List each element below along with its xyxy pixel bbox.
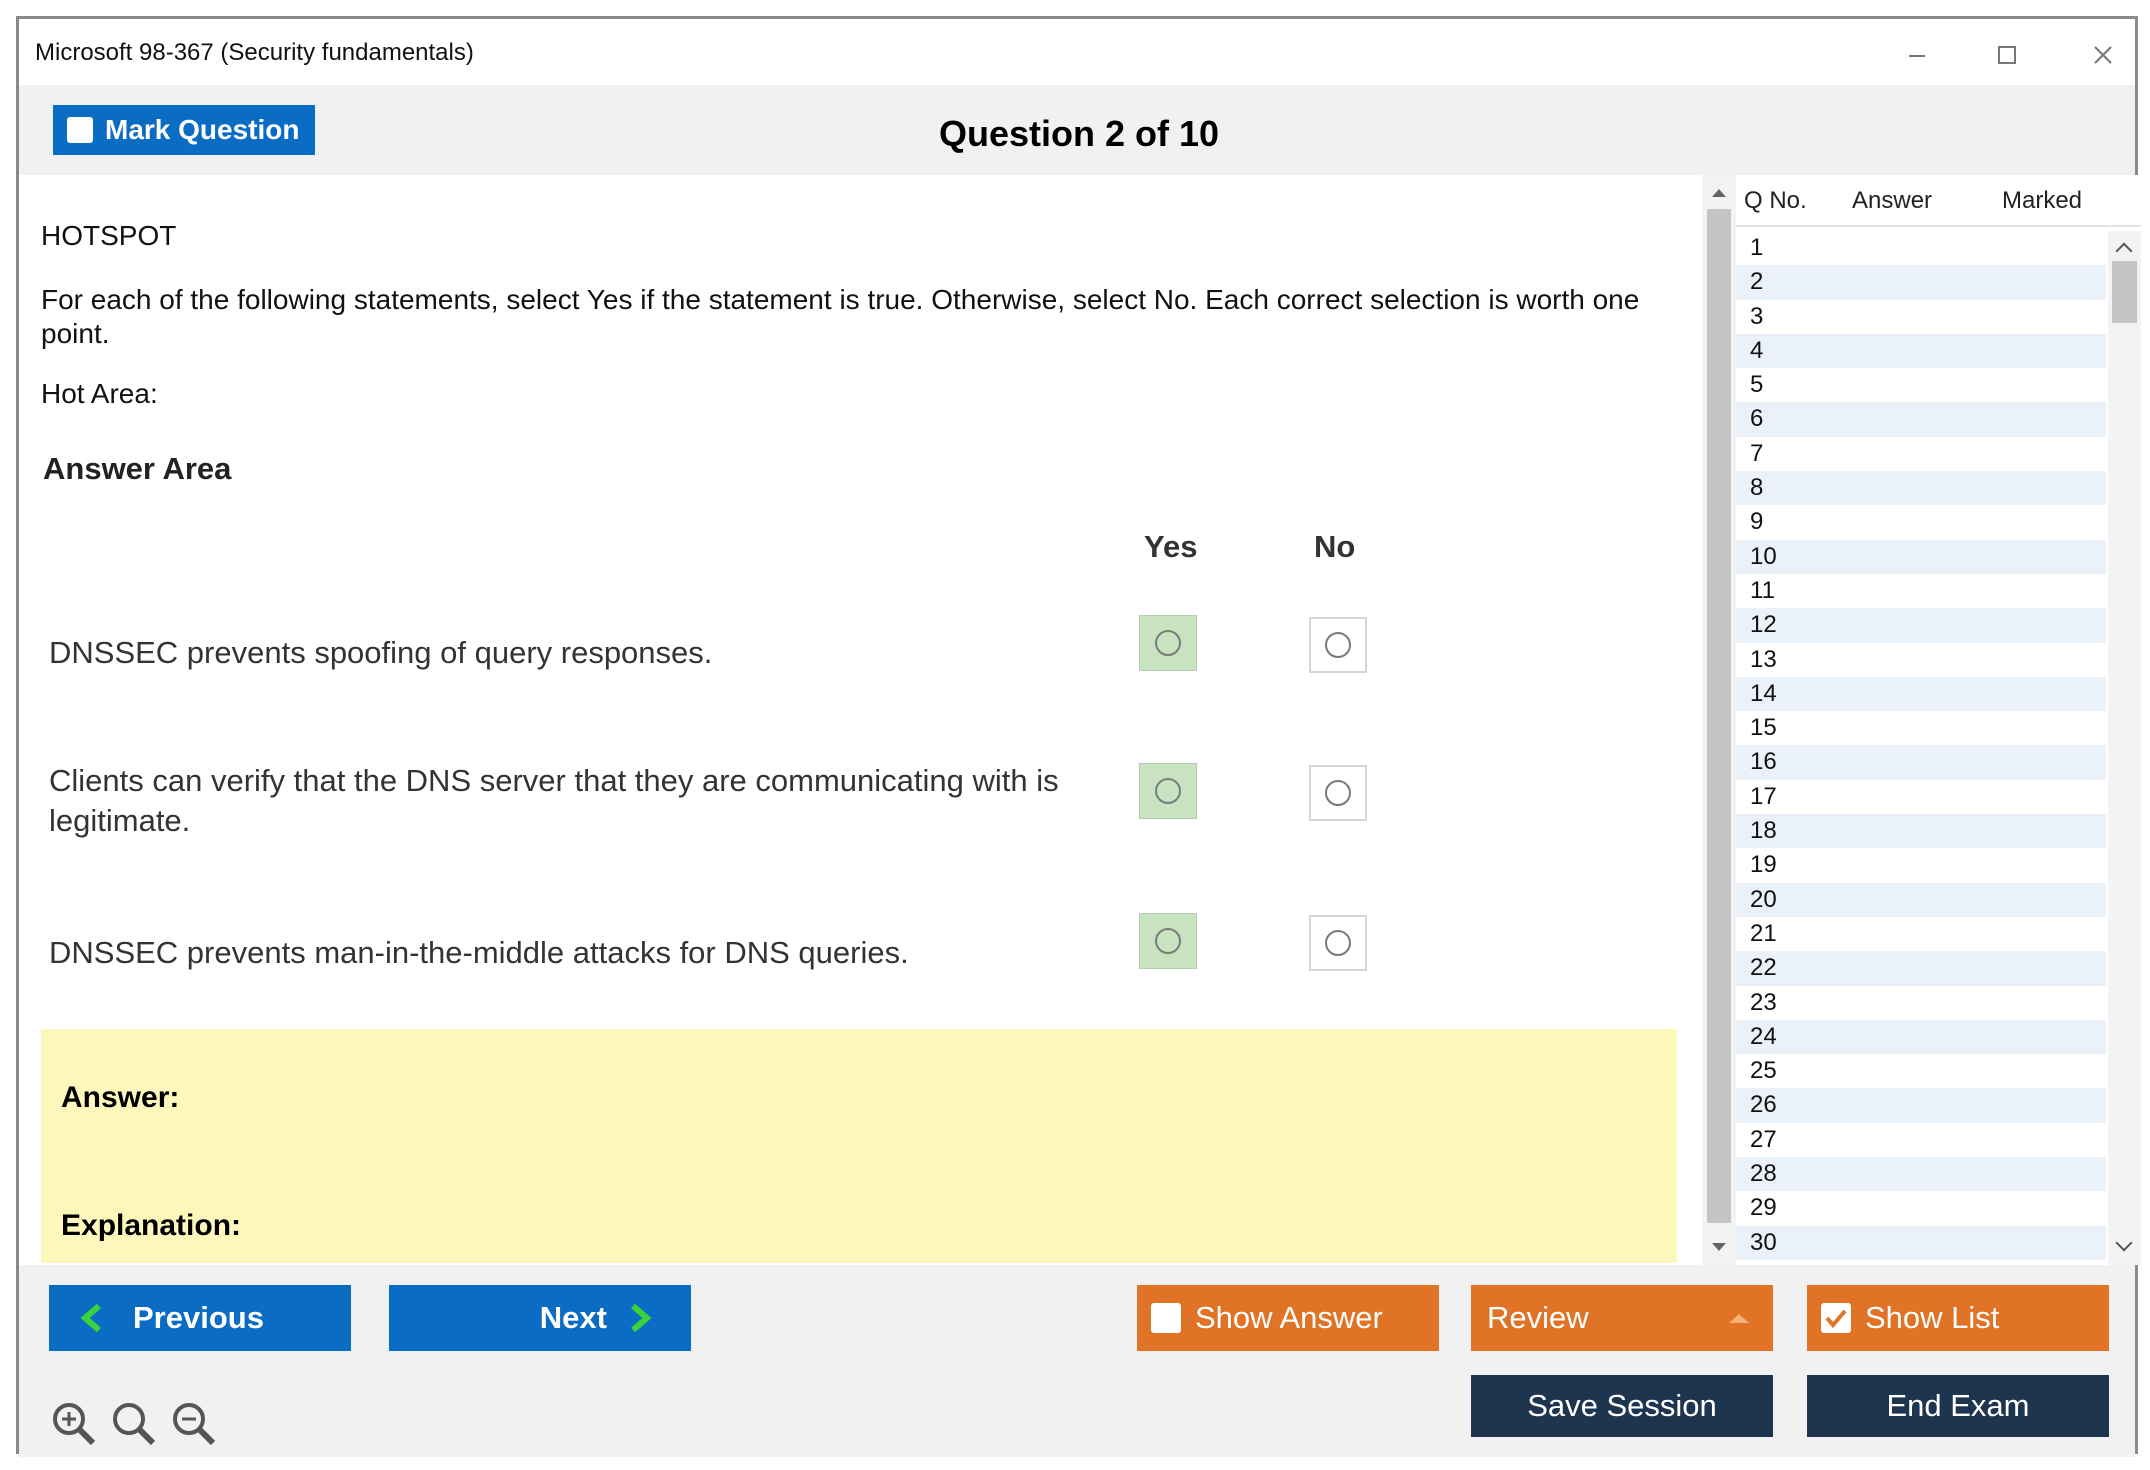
- question-list-row[interactable]: 13: [1750, 645, 1777, 673]
- previous-label: Previous: [133, 1300, 264, 1335]
- question-list-row[interactable]: 1: [1750, 234, 1764, 261]
- answer-area-title: Answer Area: [43, 451, 232, 486]
- explanation-label: Explanation:: [61, 1209, 242, 1242]
- radio-icon: [1325, 632, 1351, 658]
- minimize-icon: [1879, 19, 1969, 85]
- previous-button[interactable]: [49, 1285, 351, 1351]
- checkbox-icon: [67, 117, 93, 143]
- question-list-row[interactable]: 12: [1736, 608, 2106, 642]
- close-button[interactable]: [2061, 19, 2150, 85]
- question-list-row[interactable]: 9: [1750, 508, 1764, 536]
- next-button[interactable]: [389, 1285, 691, 1351]
- question-list-row[interactable]: 25: [1750, 1057, 1777, 1085]
- maximize-button[interactable]: [1969, 19, 2059, 85]
- question-list-row[interactable]: 29: [1750, 1194, 1777, 1222]
- save-session-label: Save Session: [1527, 1388, 1717, 1423]
- question-type: HOTSPOT: [41, 220, 177, 251]
- end-exam-button[interactable]: [1807, 1375, 2109, 1437]
- window-title: Microsoft 98-367 (Security fundamentals): [35, 39, 474, 66]
- chevron-right-icon: [607, 1298, 677, 1338]
- chevron-up-icon[interactable]: [2116, 243, 2133, 260]
- question-list-row[interactable]: 2: [1736, 265, 2106, 299]
- chevron-down-icon[interactable]: [2116, 1235, 2133, 1252]
- checked-checkbox-icon: [1821, 1303, 1851, 1333]
- statement-1: DNSSEC prevents spoofing of query responses.: [49, 635, 713, 670]
- question-list-row[interactable]: 22: [1736, 951, 2106, 985]
- zoom-reset-icon[interactable]: [109, 1399, 159, 1449]
- question-list-row[interactable]: 24: [1736, 1020, 2106, 1054]
- question-list-row[interactable]: 11: [1750, 576, 1775, 604]
- save-session-button[interactable]: [1471, 1375, 1773, 1437]
- scroll-down-arrow-icon[interactable]: [1712, 1243, 1726, 1251]
- question-header: [19, 85, 2135, 175]
- mark-question-label: Mark Question: [105, 114, 300, 145]
- mark-question-button[interactable]: [53, 105, 315, 155]
- question-list-row[interactable]: 5: [1750, 371, 1764, 399]
- answer-panel: [41, 1029, 1677, 1263]
- question-list-row[interactable]: 6: [1736, 402, 2106, 436]
- question-list-row[interactable]: 16: [1736, 745, 2106, 779]
- question-list-rows: [1736, 231, 2106, 1260]
- statement-3-yes-radio[interactable]: [1139, 913, 1197, 969]
- question-list-row[interactable]: 19: [1750, 851, 1777, 879]
- statement-2-no-radio[interactable]: [1309, 765, 1367, 821]
- question-list-row[interactable]: 17: [1750, 782, 1777, 810]
- content-scrollbar[interactable]: [1702, 175, 1736, 1265]
- review-button[interactable]: [1471, 1285, 1773, 1351]
- question-list-row[interactable]: 26: [1736, 1088, 2106, 1122]
- radio-icon: [1155, 630, 1181, 656]
- question-list-row[interactable]: 28: [1736, 1157, 2106, 1191]
- question-list-row[interactable]: 30: [1736, 1226, 2106, 1260]
- hot-area-label: Hot Area:: [41, 378, 158, 409]
- radio-icon: [1155, 928, 1181, 954]
- question-title: Question 2 of 10: [938, 113, 1220, 154]
- show-answer-button[interactable]: [1137, 1285, 1439, 1351]
- no-column-header: No: [1314, 529, 1356, 564]
- zoom-out-icon[interactable]: [169, 1399, 219, 1449]
- close-icon: [2061, 19, 2150, 85]
- show-answer-label: Show Answer: [1195, 1300, 1383, 1335]
- question-list-row[interactable]: 10: [1736, 540, 2106, 574]
- question-list-panel: [1736, 175, 2141, 1265]
- question-list-row[interactable]: 14: [1736, 677, 2106, 711]
- title-bar: [19, 19, 2135, 85]
- checkbox-icon: [1151, 1303, 1181, 1333]
- caret-up-icon: [1729, 1314, 1749, 1323]
- show-list-label: Show List: [1865, 1300, 2000, 1335]
- radio-icon: [1325, 930, 1351, 956]
- question-list-header: [1736, 175, 2141, 227]
- question-content: [19, 175, 1689, 1263]
- statement-3: DNSSEC prevents man-in-the-middle attacks for DNS queries.: [49, 935, 909, 970]
- question-list-row[interactable]: 23: [1750, 988, 1777, 1016]
- question-list-scrollbar[interactable]: [2108, 231, 2141, 1265]
- scrollbar-thumb[interactable]: [2112, 261, 2137, 323]
- question-list-row[interactable]: 20: [1736, 883, 2106, 917]
- yes-column-header: Yes: [1144, 529, 1198, 564]
- question-instruction: For each of the following statements, select Yes if the statement is true. Otherwise, select No. Each correct selection is worth one point.: [41, 284, 1640, 349]
- marked-column-header[interactable]: Marked: [2002, 187, 2083, 214]
- scroll-up-arrow-icon[interactable]: [1712, 189, 1726, 197]
- question-list-row[interactable]: 18: [1736, 814, 2106, 848]
- show-list-button[interactable]: [1807, 1285, 2109, 1351]
- minimize-button[interactable]: [1879, 19, 1969, 85]
- question-list-row[interactable]: 7: [1750, 439, 1764, 467]
- statement-2-yes-radio[interactable]: [1139, 763, 1197, 819]
- radio-icon: [1155, 778, 1181, 804]
- maximize-icon: [1969, 19, 2059, 85]
- statement-3-no-radio[interactable]: [1309, 915, 1367, 971]
- statement-1-yes-radio[interactable]: [1139, 615, 1197, 671]
- footer-toolbar: [19, 1265, 2135, 1457]
- question-list-row[interactable]: 27: [1750, 1125, 1777, 1153]
- end-exam-label: End Exam: [1886, 1388, 2030, 1423]
- scrollbar-thumb[interactable]: [1707, 209, 1731, 1223]
- radio-icon: [1325, 780, 1351, 806]
- question-list-row[interactable]: 15: [1750, 714, 1777, 742]
- next-label: Next: [539, 1300, 607, 1335]
- statement-2: Clients can verify that the DNS server that they are communicating with is legitimate.: [49, 763, 1059, 838]
- question-list-row[interactable]: 21: [1750, 919, 1777, 947]
- qno-column-header[interactable]: Q No.: [1744, 187, 1807, 214]
- question-list-row[interactable]: 4: [1736, 334, 2106, 368]
- question-list-row[interactable]: 8: [1736, 471, 2106, 505]
- statement-1-no-radio[interactable]: [1309, 617, 1367, 673]
- answer-label: Answer:: [61, 1081, 180, 1114]
- chevron-left-icon: [63, 1298, 133, 1338]
- app-window: [16, 16, 2138, 1454]
- zoom-in-icon[interactable]: [49, 1399, 99, 1449]
- review-label: Review: [1487, 1300, 1589, 1335]
- answer-column-header[interactable]: Answer: [1852, 187, 1933, 214]
- question-list-row[interactable]: 3: [1750, 302, 1764, 330]
